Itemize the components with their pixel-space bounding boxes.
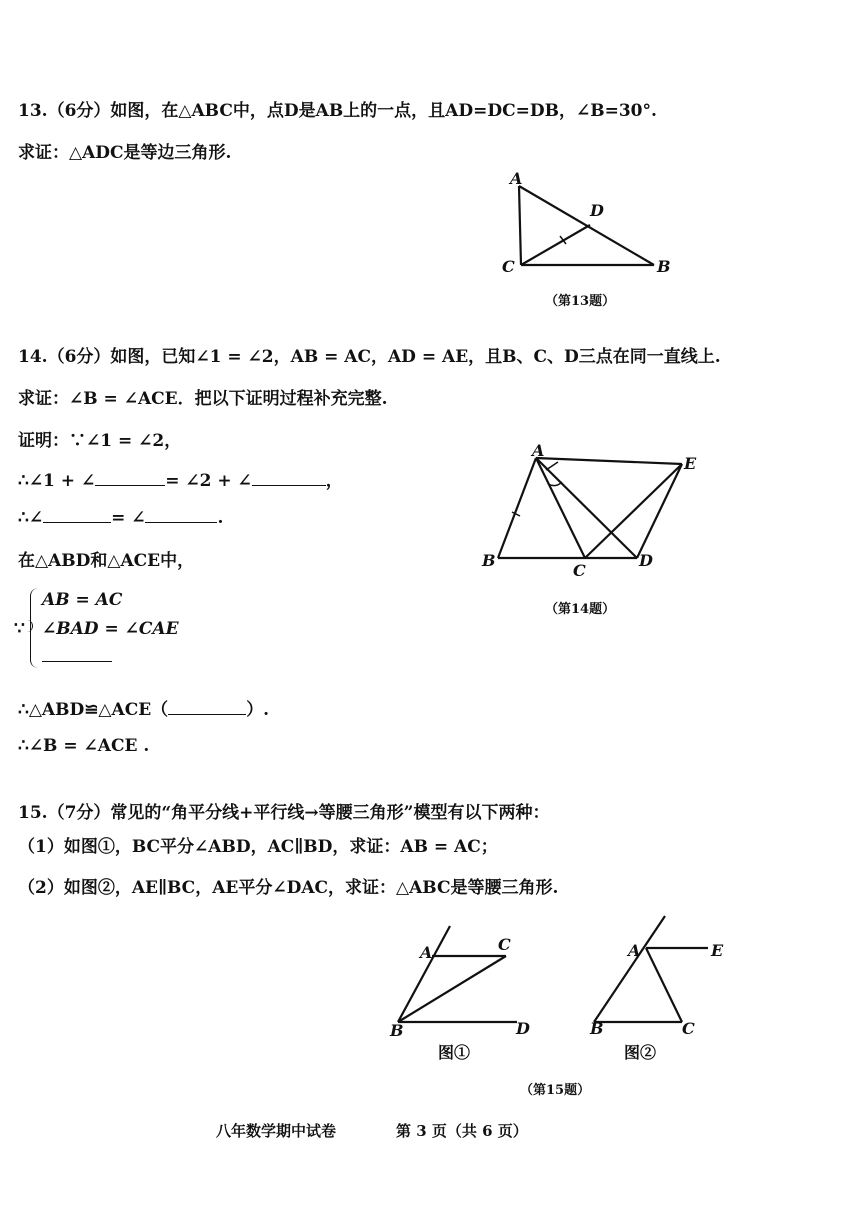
q14-step-4: 在△ABD和△ACE中， (18, 551, 195, 571)
q14-because: ∵ (14, 619, 25, 639)
q14-condition-2: ∠BAD = ∠CAE (42, 619, 179, 639)
q14-step3-mid: = ∠ (111, 508, 146, 528)
q13-label-d: D (590, 201, 604, 220)
q13-label-b: B (657, 257, 671, 276)
q14-step5-end: ）. (246, 700, 270, 720)
q15-caption: （第15题） (520, 1083, 591, 1098)
q15-fig1-caption: 图① (438, 1043, 471, 1062)
footer-page-number: 第 3 页（共 6 页） (396, 1122, 528, 1140)
q15-fig1-label-b: B (390, 1021, 404, 1040)
q14-label-c: C (573, 561, 586, 580)
q15-stem: 15.（7分）常见的“角平分线+平行线→等腰三角形”模型有以下两种： (18, 803, 550, 823)
q14-step2-end: ， (325, 471, 343, 491)
q14-step3-end: . (217, 508, 224, 528)
footer-title: 八年数学期中试卷 (216, 1122, 337, 1140)
q15-fig2-label-a: A (628, 941, 641, 960)
q14-step3-left: ∴∠ (18, 508, 44, 528)
q13-label-a: A (510, 169, 523, 188)
q13-prove: 求证：△ADC是等边三角形. (18, 143, 232, 163)
q15-fig2-line-bd (594, 916, 665, 1022)
q14-prove: 求证：∠B = ∠ACE．把以下证明过程补充完整. (18, 389, 388, 409)
q15-fig2-label-e: E (711, 941, 724, 960)
q15-fig1-label-d: D (516, 1019, 530, 1038)
q14-label-e: E (684, 454, 697, 473)
q14-step2-left: ∴∠1 + ∠ (18, 471, 96, 491)
q14-stem: 14.（6分）如图，已知∠1 = ∠2，AB = AC，AD = AE，且B、C、D三点在同一直线上. (18, 347, 721, 367)
q13-caption: （第13题） (545, 294, 616, 309)
q14-step2-mid: = ∠2 + ∠ (165, 471, 252, 491)
q15-fig2-line-ac (646, 948, 682, 1022)
q14-label-b: B (482, 551, 496, 570)
q15-part-2: （2）如图②，AE∥BC，AE平分∠DAC，求证：△ABC是等腰三角形. (18, 878, 559, 898)
q15-fig1-label-a: A (420, 943, 433, 962)
q14-conclusion: ∴∠B = ∠ACE . (18, 736, 150, 756)
q14-label-d: D (639, 551, 653, 570)
q14-caption: （第14题） (545, 602, 616, 617)
q15-fig2-label-b: B (590, 1019, 604, 1038)
q13-label-c: C (502, 257, 515, 276)
q15-fig1-label-c: C (498, 935, 511, 954)
q14-proof-start: 证明：∵∠1 = ∠2， (18, 431, 182, 451)
q15-fig2-label-c: C (682, 1019, 695, 1038)
q14-condition-1: AB = AC (42, 590, 123, 610)
q15-fig2-caption: 图② (624, 1043, 657, 1062)
q15-part-1: （1）如图①，BC平分∠ABD，AC∥BD，求证：AB = AC； (18, 837, 498, 857)
q14-label-a: A (532, 441, 545, 460)
q13-stem: 13.（6分）如图，在△ABC中，点D是AB上的一点，且AD=DC=DB，∠B=30°. (18, 101, 657, 121)
q14-step5-left: ∴△ABD≌△ACE（ (18, 700, 169, 720)
